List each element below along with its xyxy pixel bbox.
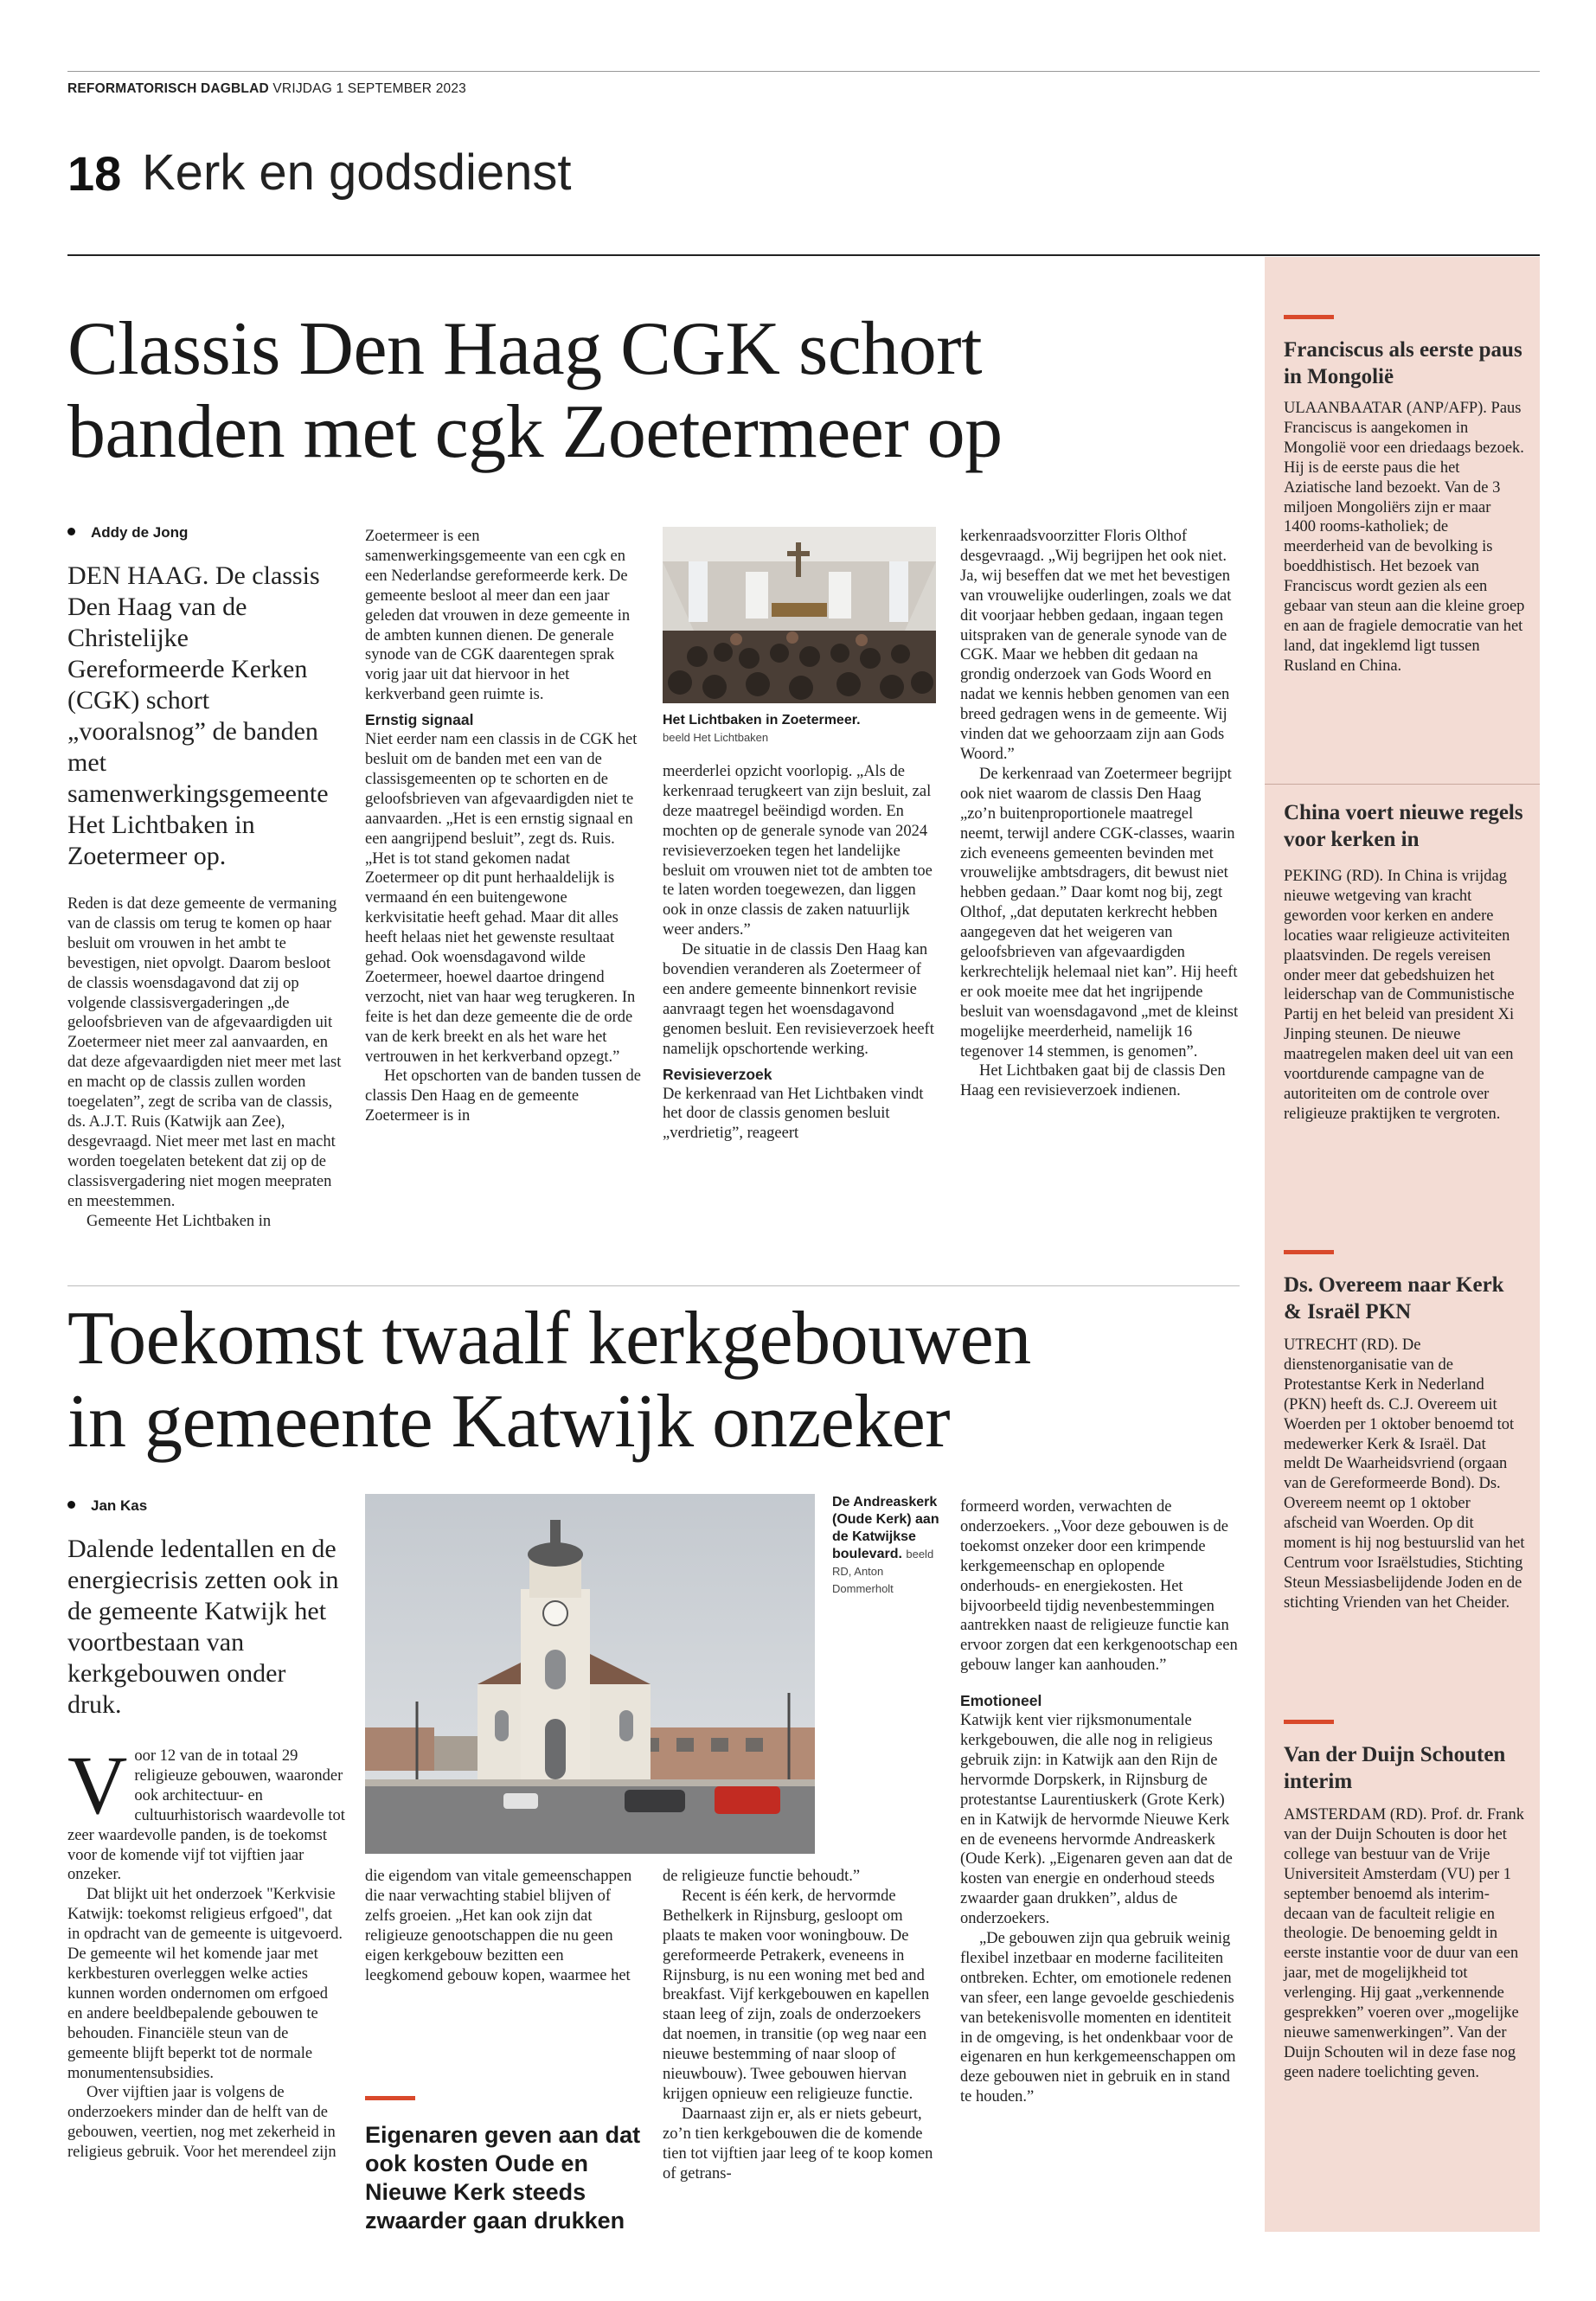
headline-line: banden met cgk Zoetermeer op xyxy=(67,390,1003,474)
paragraph: Het opschorten van de banden tussen de classis Den Haag en de gemeente Zoetermeer is in xyxy=(365,1067,641,1125)
paragraph: De kerkenraad van Het Lichtbaken vindt het door de classis genomen besluit „verdrietig”, reageert xyxy=(663,1085,924,1143)
paragraph: formeerd worden, verwachten de onderzoekers. „Voor deze gebouwen is de toekomst onzeker door een krimpende kerkgemeenschap en oplopende onderhouds- en energiekosten. Het bijvoorbeeld tijdig nevenbestemmingen aantrekken naast de religieuze functie kan ervoor zorgen dat een kerkgenootschap een gebouw langer kan aanhouden.” xyxy=(960,1498,1238,1675)
drop-cap: V xyxy=(67,1739,128,1831)
photo-caption xyxy=(832,1494,945,1598)
article-intro: DEN HAAG. De classis Den Haag van de Christelijke Gereformeerde Kerken (CGK) schort „vooralsnog” de banden met samenwerkingsgemeente Het Lichtbaken in Zoetermeer op. xyxy=(67,561,329,870)
photo-credit: beeld Het Lichtbaken xyxy=(663,731,769,744)
article2-col2 xyxy=(365,1867,644,2235)
accent-bar xyxy=(365,2096,415,2100)
section-rule xyxy=(67,254,1540,256)
paragraph: Gemeente Het Lichtbaken in xyxy=(87,1212,272,1230)
caption-text: Het Lichtbaken in Zoetermeer. xyxy=(663,713,861,727)
sidebar-item xyxy=(1280,799,1526,1125)
caption-text: De Andreaskerk (Oude Kerk) aan de Katwijkse boulevard. xyxy=(832,1495,939,1561)
paragraph: kerkenraadsvoorzitter Floris Olthof desgevraagd. „Wij begrijpen het ook niet. Ja, wij beseffen dat we met het bevestigen van vrouwelijke ouderlingen, zoals we dat dit voorjaar hebben gedaan, ingaan tegen uitspraken van de generale synode van de CGK. Maar we hebben dit gedaan na grondig onderzoek van Gods Woord en nadat we kennis hebben genomen van een breed gedragen wens in de gemeente. Wij vinden dat we gehoorzaam zijn aan Gods Woord.” xyxy=(960,528,1232,763)
article2-col4 xyxy=(960,1497,1239,2107)
sidebar-item xyxy=(1280,1720,1526,2083)
article1-col4 xyxy=(960,527,1239,1101)
article-body xyxy=(365,1867,644,1985)
article2-col3 xyxy=(663,1867,941,2184)
church-interior-photo xyxy=(663,527,936,703)
issue-date: VRIJDAG 1 SEPTEMBER 2023 xyxy=(272,81,466,96)
article-body xyxy=(67,1739,346,2163)
andreaskerk-photo xyxy=(365,1494,815,1854)
paragraph: Daarnaast zijn er, als er niets gebeurt, zo’n tien kerkgebouwen die de komende tien tot vijftien jaar leeg of te koop komen of getrans- xyxy=(663,2105,933,2182)
headline-line: Classis Den Haag CGK schort xyxy=(67,307,983,391)
bullet-icon xyxy=(67,1501,75,1509)
paragraph: Reden is dat deze gemeente de vermaning van de classis om terug te komen op haar besluit om vrouwen in het ambt te bevestigen, niet opvolgt. Daarom besloot de classis woensdagavond dat zij op volgende classisvergaderingen „de geloofsbrieven van de afgevaardigden uit Zoetermeer niet meer zal aanvaarden, en dat deze afgevaardigden niet meer met last en macht op de classis zullen worden toegelaten”, zegt de scriba van de classis, ds. A.J.T. Ruis (Katwijk aan Zee), desgevraagd. Niet meer met last en macht worden toegelaten betekent dat zij op de classisvergadering niet mogen meepraten en meestemmen. xyxy=(67,895,342,1210)
paragraph: Katwijk kent vier rijksmonumentale kerkgebouwen, die alle nog in religieus gebruik zijn: in Katwijk aan den Rijn de hervormde Dorpskerk, in Rijnsburg de protestantse Laurentiuskerk (Grote Kerk) en in Katwijk de hervormde Nieuwe Kerk en de eveneens hervormde Andreaskerk (Oude Kerk). „Eigenaren geven aan dat de kosten van energie en onderhoud steeds zwaarder gaan drukken”, aldus de onderzoekers. xyxy=(960,1712,1233,1928)
top-rule xyxy=(67,71,1540,72)
sidebar-item-text: ULAANBAATAR (ANP/AFP). Paus Franciscus is aangekomen in Mongolië voor een driedaags bezoek. Hij is de eerste paus die het Aziatische land bezoekt. Van de 3 miljoen Mongoliërs zijn er maar 1400 rooms-katholiek; de meerderheid van de bevolking is boeddhistisch. Het bezoek van Franciscus wordt gezien als een gebaar van steun aan die kleine groep en aan de fragiele democratie van het land, dat ingeklemd ligt tussen Rusland en China. xyxy=(1284,400,1525,675)
article1-col1 xyxy=(67,524,346,1231)
headline-line: Toekomst twaalf kerkgebouwen xyxy=(67,1297,1031,1381)
paragraph: Over vijftien jaar is volgens de onderzoekers minder dan de helft van de gebouwen, veertien, nog met zekerheid in religieus gebruik. Voor het merendeel zijn xyxy=(67,2084,337,2162)
author-name: Jan Kas xyxy=(91,1497,148,1514)
author-name: Addy de Jong xyxy=(91,524,189,541)
sidebar-item xyxy=(1280,315,1526,676)
paragraph: De kerkenraad van Zoetermeer begrijpt ook niet waarom de classis Den Haag „zo’n buitenproportionele maatregel neemt, terwijl andere CGK-classes, waarin zich eveneens gemeenten bevinden met vrouwelijke ambtsdragers, dit bewust niet hebben gedaan.” Daar komt nog bij, zegt Olthof, „dat deputaten kerkrecht hebben aangegeven dat het weigeren van geloofsbrieven van afgevaardigden kerkrechtelijk helemaal niet kan”. Hij heeft er ook moeite mee dat het ingrijpende besluit van woensdagavond „met de kleinst mogelijke meerderheid, namelijk 16 tegenover 14 stemmen, is genomen”. xyxy=(960,765,1239,1061)
sidebar-item-title: Van der Duijn Schouten interim xyxy=(1284,1743,1506,1793)
section-title: Kerk en godsdienst xyxy=(142,144,572,201)
sidebar-item xyxy=(1280,1250,1526,1613)
accent-bar xyxy=(1284,1720,1334,1724)
byline xyxy=(67,524,346,542)
subheading: Revisieverzoek xyxy=(663,1065,772,1083)
paragraph: oor 12 van de in totaal 29 religieuze gebouwen, waaronder ook architectuur- en cultuurhistorisch waardevolle tot zeer waardevolle panden, is de toekomst voor de komende vijf tot vijftien jaar onzeker. xyxy=(67,1747,345,1884)
article-body xyxy=(663,762,941,1144)
subheading: Ernstig signaal xyxy=(365,711,474,729)
paragraph: de religieuze functie behoudt.” xyxy=(663,1868,861,1885)
paragraph: „De gebouwen zijn qua gebruik weinig flexibel inzetbaar en moderne faciliteiten ontbreken. Echter, om emotionele redenen van sfeer, een lange gevoelde geschiedenis van betekenisvolle momenten en identiteit in de omgeving, is het ondenkbaar voor de eigenaren en hun kerkgemeenschappen om deze gebouwen niet in gebruik en in stand te houden.” xyxy=(960,1930,1236,2106)
page-number: 18 xyxy=(67,146,122,201)
paragraph: De situatie in de classis Den Haag kan bovendien veranderen als Zoetermeer of een andere gemeente binnenkort revisie aanvraagt tegen het woensdagavond genomen besluit. Een revisieverzoek heeft namelijk opschortende werking. xyxy=(663,941,934,1058)
sidebar-item-title: Franciscus als eerste paus in Mongolië xyxy=(1284,338,1522,388)
paragraph: Recent is één kerk, de hervormde Bethelkerk in Rijnsburg, gesloopt om plaats te maken voor woningbouw. De gereformeerde Petrakerk, eveneens in Rijnsburg, is nu een woning met bed and breakfast. Vijf kerkgebouwen en kapellen staan leeg of zijn, zoals de onderzoekers dat noemen, in transitie (op weg naar een nieuwe bestemming of naar sloop of nieuwbouw). Twee gebouwen hiervan krijgen opnieuw een religieuze functie. xyxy=(663,1887,930,2103)
article-body xyxy=(67,894,346,1231)
article2-headline xyxy=(67,1298,1244,1464)
article-divider xyxy=(67,1285,1240,1286)
pull-quote: Eigenaren geven aan dat ook kosten Oude en Nieuwe Kerk steeds zwaarder gaan drukken xyxy=(365,2122,641,2234)
article1-col3 xyxy=(663,527,941,1144)
byline xyxy=(67,1497,346,1515)
paragraph: meerderlei opzicht voorlopig. „Als de kerkenraad terugkeert van zijn besluit, zal deze maatregel beëindigd worden. En mochten op de generale synode van 2024 revisieverzoeken tegen het landelijke besluit om vrouwen niet tot de ambten toe te laten worden toegewezen, dan liggen ook in onze classis de zaken natuurlijk weer anders.” xyxy=(663,763,933,939)
article2-col1 xyxy=(67,1497,346,2163)
paragraph: Dat blijkt uit het onderzoek "Kerkvisie Katwijk: toekomst religieus erfgoed", dat in opdracht van de gemeente is uitgevoerd. De gemeente wil het komende jaar met kerkbesturen overleggen welke acties kunnen worden ondernomen om erfgoed en andere beeldbepalende gebouwen te behouden. Financiële steun van de gemeente blijft beperkt tot de normale monumentensubsidies. xyxy=(67,1886,343,2082)
paragraph: Zoetermeer is een samenwerkingsgemeente van een cgk en een Nederlandse gereformeerde kerk. De gemeente besloot al meer dan een jaar geleden dat vrouwen in deze gemeente in de ambten kunnen dienen. De generale synode van de CGK daarentegen sprak vorig jaar uit dat hiervoor in het kerkverband geen ruimte is. xyxy=(365,528,631,704)
sidebar-item-text: PEKING (RD). In China is vrijdag nieuwe wetgeving van kracht geworden voor kerken en andere locaties waar religieuze activiteiten plaatsvinden. De regels vereisen onder meer dat gebedshuizen het leiderschap van de Communistische Partij en het beleid van president Xi Jinping steunen. De nieuwe maatregelen maken deel uit van een voortdurende campagne van de autoriteiten om de controle over religieuze praktijken te vergroten. xyxy=(1284,868,1515,1123)
paragraph: die eigendom van vitale gemeenschappen die naar verwachting stabiel blijven of zelfs groeien. „Het kan ook zijn dat religieuze genootschappen die nu geen eigen kerkgebouw bezitten een leegkomend gebouw kopen, waarmee het xyxy=(365,1868,632,1984)
masthead xyxy=(67,81,466,97)
sidebar-item-text: UTRECHT (RD). De dienstenorganisatie van de Protestantse Kerk in Nederland (PKN) heeft ds. C.J. Overeem uit Woerden per 1 oktober benoemd tot medewerker Kerk & Israël. Dat meldt De Waarheidsvriend (orgaan van de Gereformeerde Bond). Ds. Overeem neemt op 1 oktober afscheid van Woerden. Op dit moment is hij nog bestuurslid van het Centrum voor Israëlstudies, Stichting Steun Messiasbelijdende Joden en de stichting Vrienden van het Cheider. xyxy=(1284,1336,1525,1612)
sidebar-item-title: China voert nieuwe regels voor kerken in xyxy=(1284,801,1523,851)
sidebar-item-title: Ds. Overeem naar Kerk & Israël PKN xyxy=(1284,1273,1504,1324)
article1-col2 xyxy=(365,527,644,1126)
sidebar-divider xyxy=(1265,784,1540,785)
bullet-icon xyxy=(67,528,75,535)
headline-line: in gemeente Katwijk onzeker xyxy=(67,1380,951,1464)
subheading: Emotioneel xyxy=(960,1692,1042,1710)
sidebar-item-text: AMSTERDAM (RD). Prof. dr. Frank van der Duijn Schouten is door het college van bestuur van de Vrije Universiteit Amsterdam (VU) per 1 september benoemd als interim-decaan van de faculteit religie en theologie. De benoeming geldt in eerste instantie voor de duur van een jaar, met de mogelijkheid tot verlenging. Hij gaat „verkennende gesprekken” voeren over „mogelijke nieuwe samenwerkingen”. Van der Duijn Schouten wil in deze fase nog geen nadere toelichting geven. xyxy=(1284,1806,1525,2081)
accent-bar xyxy=(1284,315,1334,319)
accent-bar xyxy=(1284,1250,1334,1254)
photo-credit: beeld RD, Anton Dommerholt xyxy=(832,1548,934,1595)
photo-caption xyxy=(663,712,888,747)
paper-name: REFORMATORISCH DAGBLAD xyxy=(67,81,269,96)
article1-headline xyxy=(67,308,1244,474)
paragraph: Het Lichtbaken gaat bij de classis Den Haag een revisieverzoek indienen. xyxy=(960,1062,1226,1100)
article-intro: Dalende ledentallen en de energiecrisis zetten ook in de gemeente Katwijk het voortbestaan van kerkgebouwen onder druk. xyxy=(67,1535,339,1719)
paragraph: Niet eerder nam een classis in de CGK het besluit om de banden met een van de classisgemeenten op te schorten en de geloofsbrieven van afgevaardigden niet te aanvaarden. „Het is een ernstig signaal en een aangrijpend besluit”, zegt ds. Ruis. „Het is tot stand gekomen nadat Zoetermeer op dit punt herhaaldelijk is vermaand én een buitengewone kerkvisitatie heeft gehad. Maar dit alles heeft helaas niet het gewenste resultaat gehad. Ook woensdagavond wilde Zoetermeer, hoewel daartoe dringend verzocht, niet van haar weg terugkeren. In feite is het dan deze gemeente die de orde van de kerk breekt en als het ware het vertrouwen in het kerkverband opzegt.” xyxy=(365,731,638,1066)
